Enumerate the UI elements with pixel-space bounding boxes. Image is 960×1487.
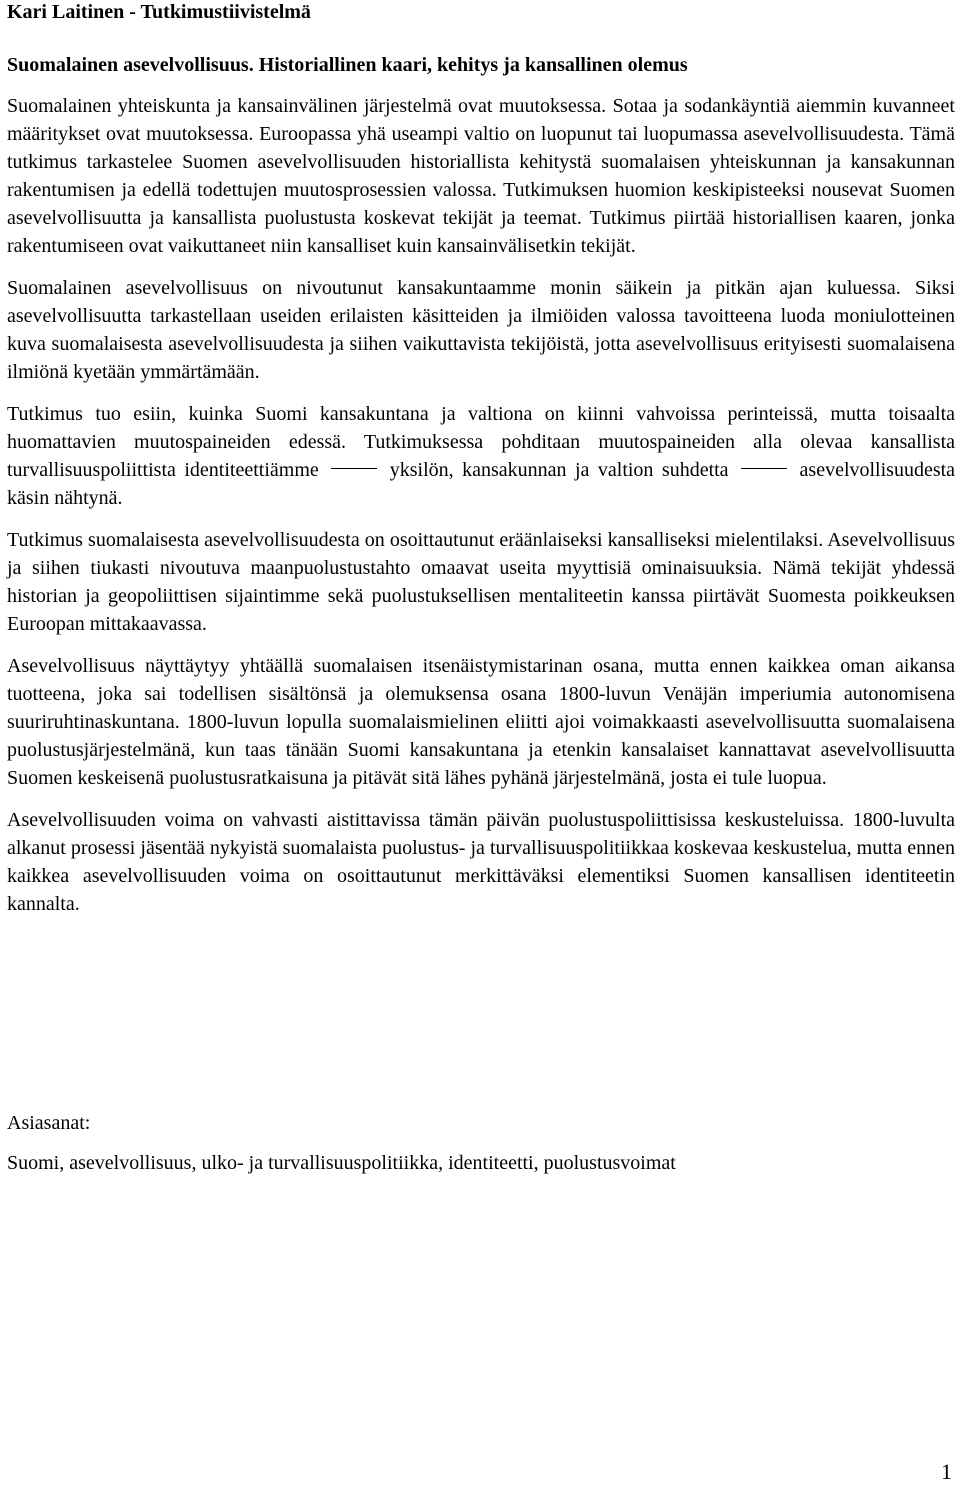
paragraph-6: Asevelvollisuuden voima on vahvasti aistittavissa tämän päivän puolustuspoliittisissa keskusteluissa. 1800-luvulta alkanut prosessi jäsentää nykyistä suomalaista puolustus- ja turvallisuuspolitiikkaa koskevaa keskustelua, mutta ennen kaikkea asevelvollisuuden voima on osoittautunut merkittäväksi elementiksi Suomen kansallisen identiteetin kannalta. [7,809,955,915]
em-dash-line [741,468,787,469]
paragraph-3-part-a: Tutkimus tuo esiin, kuinka Suomi kansakuntana ja valtiona on kiinni vahvoissa perinteissä, mutta toisaalta huomattavien muutospaineiden edessä. Tutkimuksessa pohditaan muutospaineiden alla olevaa kansallista turvallisuuspoliittista identiteettiämme [7,403,955,481]
paragraph-5: Asevelvollisuus näyttäytyy yhtäällä suomalaisen itsenäistymistarinan osana, mutta ennen kaikkea oman aikansa tuotteena, joka sai todellisen sisältönsä ja olemuksensa osana 1800-luvun Venäjän imperiumia autonomisena suuriruhtinaskuntana. 1800-luvun lopulla suomalaismielinen eliitti ajoi voimakkaasti asevelvollisuutta suomalaisena puolustusjärjestelmänä, kun taas tänään Suomi kansakuntana ja etenkin kansalaiset kannattavat asevelvollisuutta Suomen keskeisenä puolustusratkaisuna ja pitävät sitä lähes pyhänä järjestelmänä, josta ei tule luopua. [7,655,955,789]
paragraph-1: Suomalainen yhteiskunta ja kansainvälinen järjestelmä ovat muutoksessa. Sotaa ja sodankäyntiä aiemmin kuvanneet määritykset ovat muutoksessa. Euroopassa yhä useampi valtio on luopunut tai luopumassa asevelvollisuudesta. Tämä tutkimus tarkastelee Suomen asevelvollisuuden historiallista kehitystä suomalaisen yhteiskunnan ja kansakunnan rakentumisen ja edellä todettujen muutosprosessien valossa. Tutkimuksen huomion keskipisteeksi nousevat Suomen asevelvollisuutta ja kansallista puolustusta koskevat tekijät ja teemat. Tutkimus piirtää historiallisen kaaren, jonka rakentumiseen ovat vaikuttaneet niin kansalliset kuin kansainvälisetkin tekijät. [7,95,955,257]
paragraph-3-part-c: asevelvollisuudesta käsin nähtynä. [7,459,956,509]
document-page [7,0,956,1174]
paragraph-3 [7,400,955,512]
paragraph-2: Suomalainen asevelvollisuus on nivoutunut kansakuntaamme monin säikein ja pitkän ajan kuluessa. Siksi asevelvollisuutta tarkastellaan useiden erilaisten käsitteiden ja ilmiöiden valossa tavoitteena luoda moniulotteinen kuva suomalaisesta asevelvollisuudesta ja siihen vaikuttavista tekijöistä, jotta asevelvollisuus erityisesti suomalaisena ilmiönä kyetään ymmärtämään. [7,277,955,383]
paragraph-3-part-b: yksilön, kansakunnan ja valtion suhdetta [389,459,729,481]
em-dash-line [331,468,377,469]
paragraph-4: Tutkimus suomalaisesta asevelvollisuudesta on osoittautunut eräänlaiseksi kansalliseksi mielentilaksi. Asevelvollisuus ja siihen tiukasti nivoutuva maanpuolustustahto omaavat useita myyttisiä ominaisuuksia. Nämä tekijät yhdessä historian ja geopoliittisen sijaintimme sekä puolustuksellisen mentaliteetin kanssa piirtävät Suomesta poikkeuksen Euroopan mittakaavassa. [7,529,955,635]
page-number: 1 [941,1459,952,1484]
document-title: Suomalainen asevelvollisuus. Historiallinen kaari, kehitys ja kansallinen olemus [7,54,688,76]
keywords-label: Asiasanat: [7,1112,91,1134]
keywords-list: Suomi, asevelvollisuus, ulko- ja turvallisuuspolitiikka, identiteetti, puolustusvoimat [7,1152,676,1174]
author-header: Kari Laitinen - Tutkimustiivistelmä [7,1,311,23]
